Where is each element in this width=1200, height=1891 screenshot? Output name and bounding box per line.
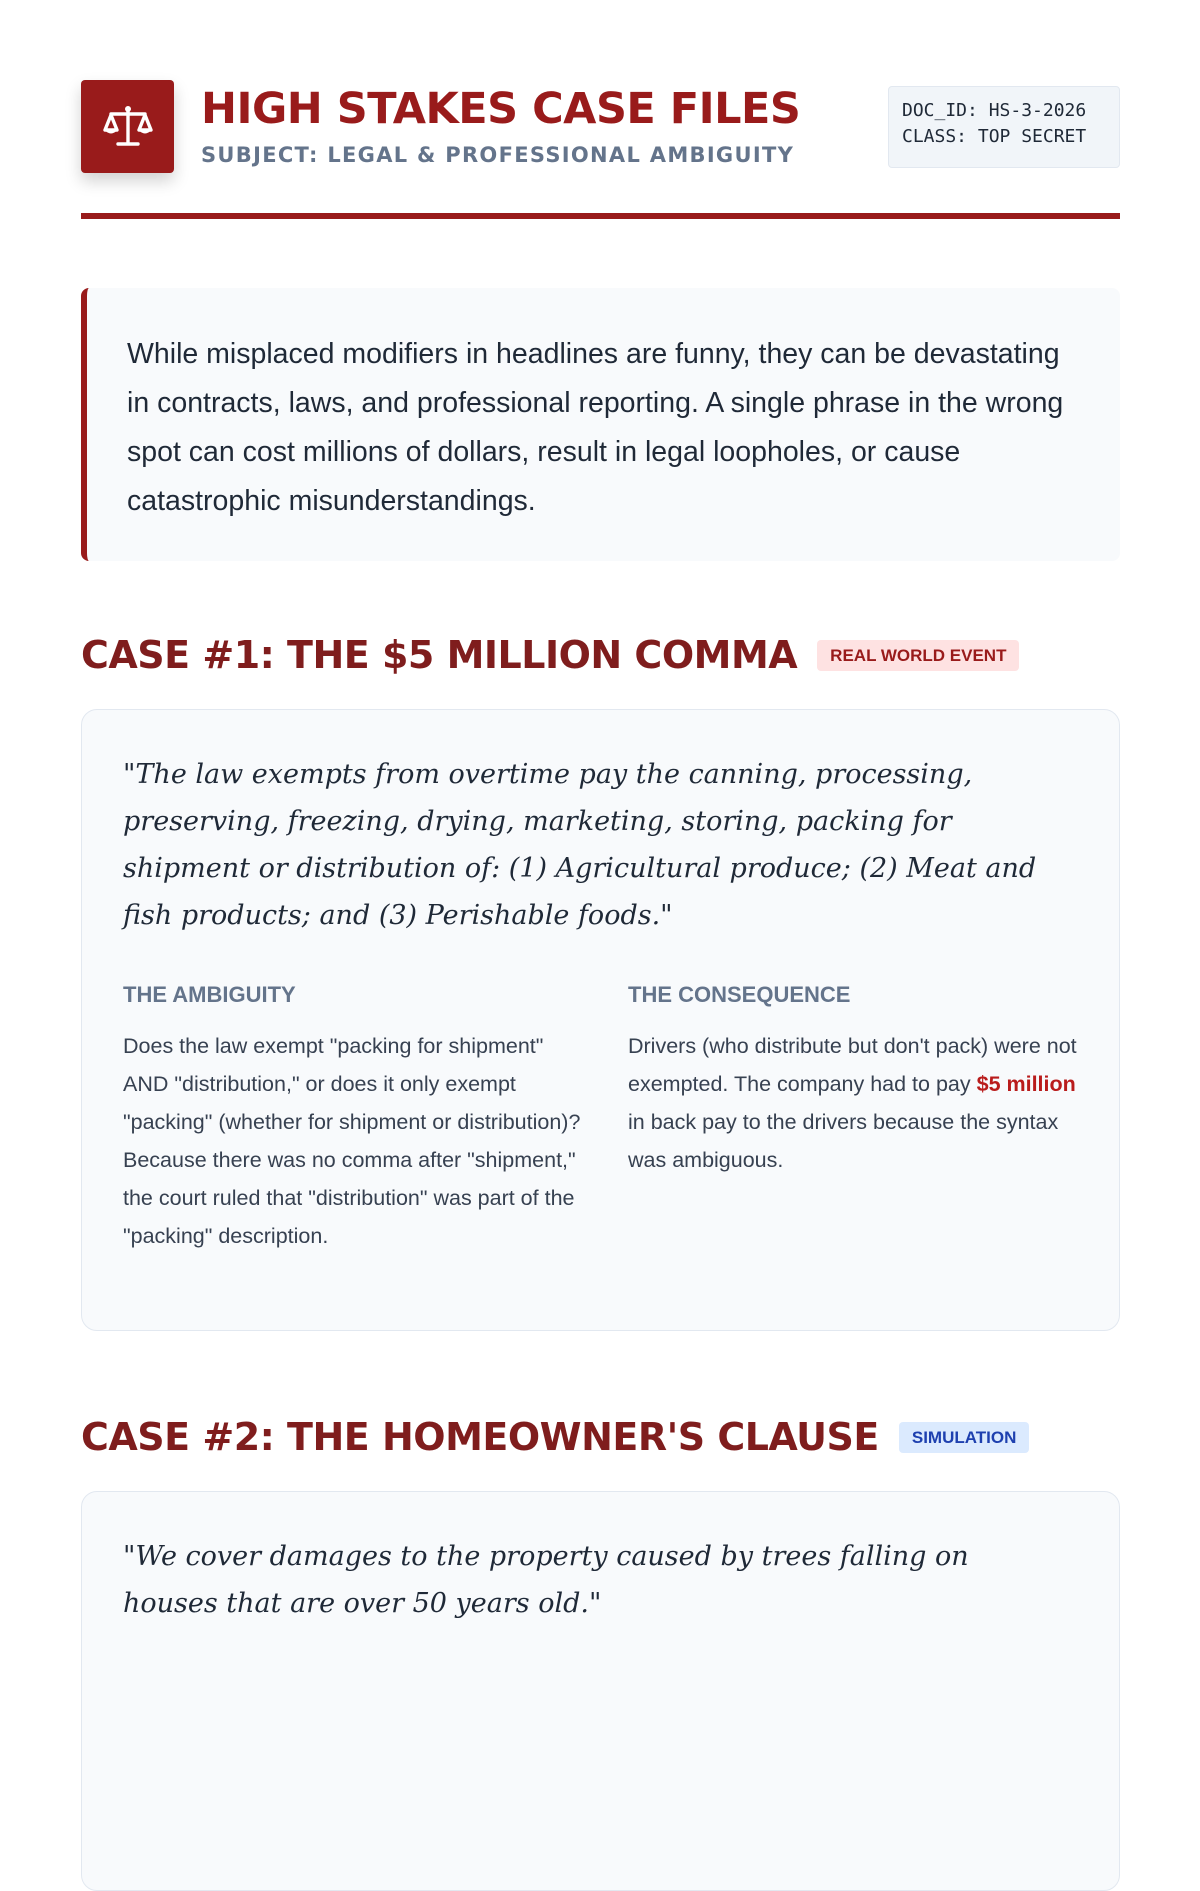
consequence-text [628,1027,1088,1179]
intro-callout [81,288,1120,561]
case-2-quote: "We cover damages to the property caused by trees falling on houses that are over 50 years old." [123,1541,969,1619]
case-2-title: CASE #2: THE HOMEOWNER'S CLAUSE [81,1415,879,1459]
case-2-card [81,1491,1120,1891]
document-id-box [888,86,1120,168]
consequence-text-end: in back pay to the drivers because the syntax was ambiguous. [628,1110,1059,1172]
ambiguity-text: Does the law exempt "packing for shipment" AND "distribution," or does it only exempt "packing" (whether for shipment or distribution)? Because there was no comma after "shipment," the court ruled that "distribution" was part of the "packing" description. [123,1034,581,1248]
case-1-title: CASE #1: THE $5 MILLION COMMA [81,633,798,677]
doc-id: DOC_ID: HS-3-2026 [902,100,1087,121]
page [81,0,1120,1619]
header [81,80,1120,174]
page-title: HIGH STAKES CASE FILES [201,84,801,134]
case-1-badge: REAL WORLD EVENT [817,640,1019,671]
scales-icon [103,104,153,150]
consequence-label: THE CONSEQUENCE [628,982,851,1007]
consequence-amount: $5 million [976,1072,1076,1096]
consequence-text-start: Drivers (who distribute but don't pack) were not exempted. The company had to pay [628,1034,1077,1096]
logo [81,80,174,173]
case-1-ambiguity [123,981,583,1255]
case-1-heading [81,632,1019,678]
case-1-card [81,709,1120,1331]
ambiguity-label: THE AMBIGUITY [123,982,296,1007]
header-divider [81,213,1120,219]
doc-classification: CLASS: TOP SECRET [902,126,1087,147]
case-2-heading [81,1414,1029,1460]
case-2-badge: SIMULATION [899,1422,1030,1453]
intro-text: While misplaced modifiers in headlines are funny, they can be devastating in contracts, laws, and professional reporting. A single phrase in the wrong spot can cost millions of dollars, result in legal loopholes, or cause catastrophic misunderstandings. [127,338,1064,517]
case-1-consequence [628,981,1088,1179]
page-subtitle: SUBJECT: LEGAL & PROFESSIONAL AMBIGUITY [201,143,795,167]
case-1-quote: "The law exempts from overtime pay the canning, processing, preserving, freezing, drying, marketing, storing, packing for shipment or distribution of: (1) Agricultural produce; (2) Meat and fish products; and (3) Perishable foods." [123,759,1037,931]
